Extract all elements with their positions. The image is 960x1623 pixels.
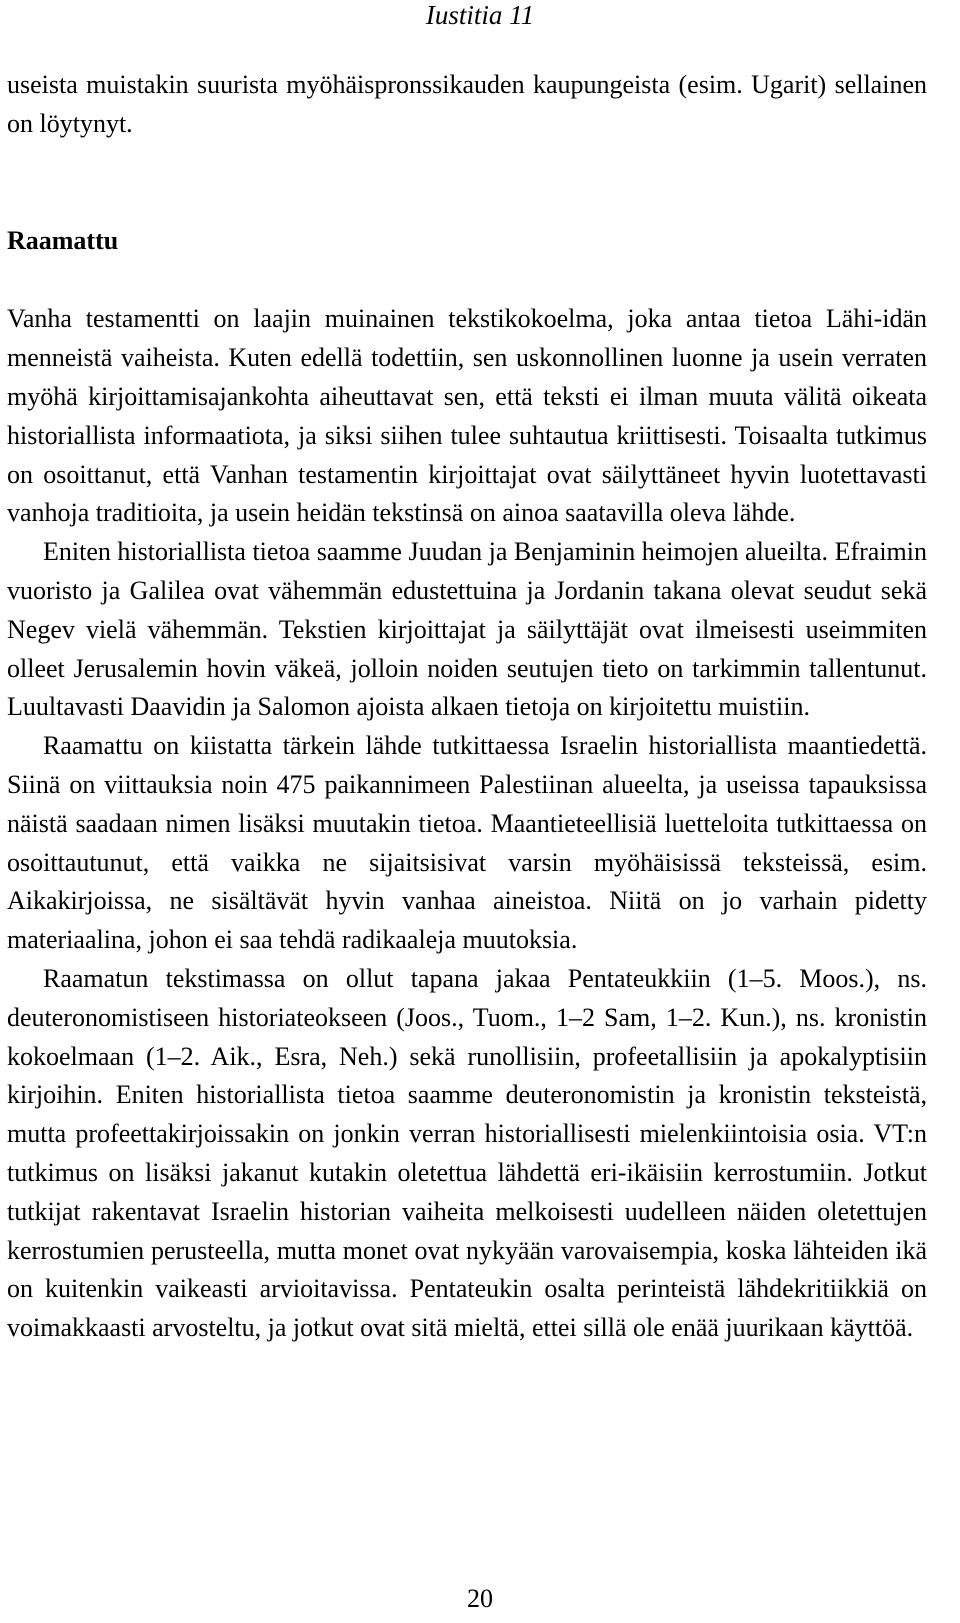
paragraph-3: Raamattu on kiistatta tärkein lähde tutkittaessa Israelin historiallista maantiedettä. Siinä on viittauksia noin 475 paikannimeen Palestiinan alueelta, ja useissa tapauksissa näistä saadaan nimen lisäksi muutakin tietoa. Maantieteellisiä luetteloita tutkittaessa on osoittautunut, että vaikka ne sijaitsisivat varsin myöhäisissä teksteissä, esim. Aikakirjoissa, ne sisältävät hyvin vanhaa aineistoa. Niitä on jo varhain pidetty materiaalina, johon ei saa tehdä radikaaleja muutoksia. xyxy=(7,731,927,955)
body-text xyxy=(7,66,927,1348)
section-heading: Raamattu xyxy=(7,225,119,255)
page-number: 20 xyxy=(467,1584,493,1613)
paragraph-1: Vanha testamentti on laajin muinainen tekstikokoelma, joka antaa tietoa Lähi-idän menneistä vaiheista. Kuten edellä todettiin, sen uskonnollinen luonne ja usein verraten myöhä kirjoittamisajankohta aiheuttavat sen, että teksti ei ilman muuta välitä oikeata historiallista informaatiota, ja siksi siihen tulee suhtautua kriittisesti. Toisaalta tutkimus on osoittanut, että Vanhan testamentin kirjoittajat ovat säilyttäneet hyvin luotettavasti vanhoja traditioita, ja usein heidän tekstinsä on ainoa saatavilla oleva lähde. xyxy=(7,304,927,528)
running-title: Iustitia 11 xyxy=(425,0,535,30)
paragraph-2: Eniten historiallista tietoa saamme Juudan ja Benjaminin heimojen alueilta. Efraimin vuoristo ja Galilea ovat vähemmän edustettuina ja Jordanin takana olevat seudut sekä Negev vielä vähemmän. Tekstien kirjoittajat ja säilyttäjät ovat ilmeisesti useimmiten olleet Jerusalemin hovin väkeä, jolloin noiden seutujen tieto on tarkimmin tallentunut. Luultavasti Daavidin ja Salomon ajoista alkaen tietoja on kirjoitettu muistiin. xyxy=(7,537,927,722)
intro-paragraph: useista muistakin suurista myöhäispronssikauden kaupungeista (esim. Ugarit) sellainen on löytynyt. xyxy=(7,70,927,138)
paragraph-4: Raamatun tekstimassa on ollut tapana jakaa Pentateukkiin (1–5. Moos.), ns. deuteronomistiseen historiateokseen (Joos., Tuom., 1–2 Sam, 1–2. Kun.), ns. kronistin kokoelmaan (1–2. Aik., Esra, Neh.) sekä runollisiin, profeetallisiin ja apokalyptisiin kirjoihin. Eniten historiallista tietoa saamme deuteronomistin ja kronistin teksteistä, mutta profeettakirjoissakin on jonkin verran historiallisesti mielenkiintoisia osia. VT:n tutkimus on lisäksi jakanut kutakin oletettua lähdettä eri-ikäisiin kerrostumiin. Jotkut tutkijat rakentavat Israelin historian vaiheita melkoisesti uudelleen näiden oletettujen kerrostumien perusteella, mutta monet ovat nykyään varovaisempia, koska lähteiden ikä on kuitenkin vaikeasti arvioitavissa. Pentateukin osalta perinteistä lähdekritiikkiä on voimakkaasti arvosteltu, ja jotkut ovat sitä mieltä, ettei sillä ole enää juurikaan käyttöä. xyxy=(7,963,927,1343)
